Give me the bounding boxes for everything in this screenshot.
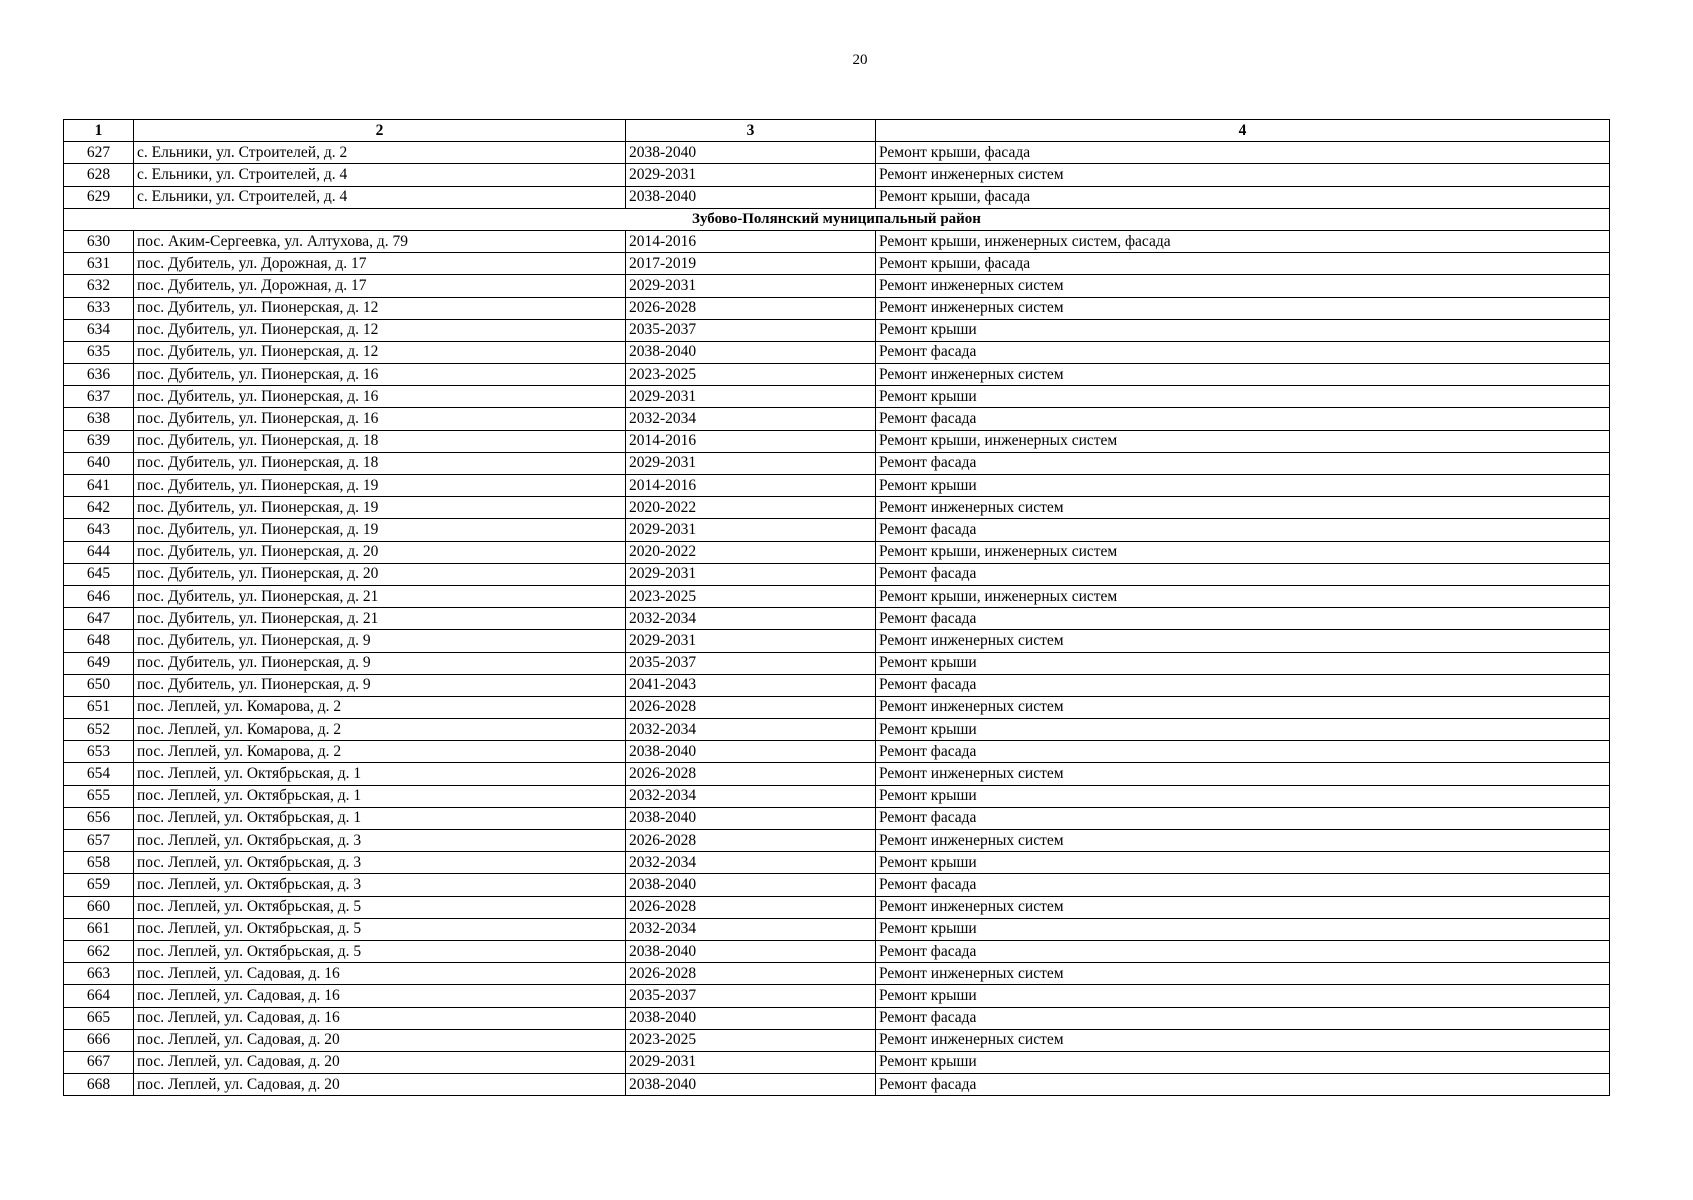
row-period: 2023-2025 <box>626 364 876 386</box>
row-period: 2038-2040 <box>626 341 876 363</box>
row-address: пос. Леплей, ул. Октябрьская, д. 3 <box>134 852 626 874</box>
row-work-type: Ремонт крыши <box>876 985 1610 1007</box>
table-row <box>64 142 1610 164</box>
row-address: пос. Леплей, ул. Комарова, д. 2 <box>134 741 626 763</box>
row-period: 2038-2040 <box>626 874 876 896</box>
row-number: 634 <box>64 319 134 341</box>
row-address: пос. Леплей, ул. Садовая, д. 16 <box>134 985 626 1007</box>
row-work-type: Ремонт фасада <box>876 940 1610 962</box>
row-period: 2017-2019 <box>626 253 876 275</box>
table-row <box>64 785 1610 807</box>
row-address: пос. Дубитель, ул. Пионерская, д. 21 <box>134 585 626 607</box>
row-number: 627 <box>64 142 134 164</box>
table-row <box>64 630 1610 652</box>
row-number: 658 <box>64 852 134 874</box>
table-row <box>64 608 1610 630</box>
row-number: 655 <box>64 785 134 807</box>
row-work-type: Ремонт крыши <box>876 719 1610 741</box>
row-period: 2035-2037 <box>626 652 876 674</box>
row-number: 660 <box>64 896 134 918</box>
row-address: с. Ельники, ул. Строителей, д. 4 <box>134 164 626 186</box>
row-work-type: Ремонт крыши <box>876 918 1610 940</box>
row-address: пос. Дубитель, ул. Пионерская, д. 19 <box>134 475 626 497</box>
row-work-type: Ремонт инженерных систем <box>876 830 1610 852</box>
table-row <box>64 1007 1610 1029</box>
table-row <box>64 852 1610 874</box>
row-work-type: Ремонт фасада <box>876 674 1610 696</box>
row-number: 665 <box>64 1007 134 1029</box>
section-header-row <box>64 208 1610 230</box>
row-period: 2032-2034 <box>626 719 876 741</box>
row-number: 643 <box>64 519 134 541</box>
row-number: 636 <box>64 364 134 386</box>
row-address: пос. Леплей, ул. Октябрьская, д. 3 <box>134 830 626 852</box>
row-period: 2020-2022 <box>626 497 876 519</box>
row-number: 666 <box>64 1029 134 1051</box>
row-number: 648 <box>64 630 134 652</box>
row-number: 668 <box>64 1074 134 1096</box>
table-row <box>64 830 1610 852</box>
table-row <box>64 164 1610 186</box>
table-row <box>64 497 1610 519</box>
row-work-type: Ремонт фасада <box>876 741 1610 763</box>
row-period: 2029-2031 <box>626 1051 876 1073</box>
table-row <box>64 963 1610 985</box>
table-row <box>64 1074 1610 1096</box>
row-number: 645 <box>64 563 134 585</box>
row-number: 653 <box>64 741 134 763</box>
row-period: 2035-2037 <box>626 985 876 1007</box>
table-row <box>64 696 1610 718</box>
row-address: пос. Леплей, ул. Комарова, д. 2 <box>134 696 626 718</box>
table-row <box>64 319 1610 341</box>
row-work-type: Ремонт фасада <box>876 807 1610 829</box>
row-address: пос. Дубитель, ул. Пионерская, д. 9 <box>134 652 626 674</box>
row-number: 662 <box>64 940 134 962</box>
table-body <box>64 120 1610 1096</box>
row-address: пос. Леплей, ул. Октябрьская, д. 1 <box>134 763 626 785</box>
column-number-4: 4 <box>876 120 1610 142</box>
row-work-type: Ремонт фасада <box>876 452 1610 474</box>
row-number: 640 <box>64 452 134 474</box>
row-address: пос. Дубитель, ул. Пионерская, д. 16 <box>134 386 626 408</box>
table-row <box>64 430 1610 452</box>
row-work-type: Ремонт крыши <box>876 1051 1610 1073</box>
table-row <box>64 674 1610 696</box>
row-address: пос. Дубитель, ул. Дорожная, д. 17 <box>134 253 626 275</box>
row-address: пос. Дубитель, ул. Пионерская, д. 16 <box>134 364 626 386</box>
row-number: 630 <box>64 230 134 252</box>
row-number: 644 <box>64 541 134 563</box>
table-row <box>64 874 1610 896</box>
table-row <box>64 475 1610 497</box>
row-work-type: Ремонт фасада <box>876 519 1610 541</box>
row-number: 632 <box>64 275 134 297</box>
table-row <box>64 719 1610 741</box>
row-work-type: Ремонт крыши, фасада <box>876 142 1610 164</box>
row-address: пос. Дубитель, ул. Пионерская, д. 9 <box>134 674 626 696</box>
row-period: 2029-2031 <box>626 386 876 408</box>
row-number: 631 <box>64 253 134 275</box>
row-number: 664 <box>64 985 134 1007</box>
row-work-type: Ремонт крыши <box>876 386 1610 408</box>
table-row <box>64 253 1610 275</box>
section-title: Зубово-Полянский муниципальный район <box>64 208 1610 230</box>
row-work-type: Ремонт фасада <box>876 563 1610 585</box>
table-row <box>64 940 1610 962</box>
table-row <box>64 364 1610 386</box>
page-number: 20 <box>852 52 868 68</box>
column-number-3: 3 <box>626 120 876 142</box>
row-number: 657 <box>64 830 134 852</box>
row-number: 651 <box>64 696 134 718</box>
row-address: пос. Дубитель, ул. Пионерская, д. 16 <box>134 408 626 430</box>
row-number: 629 <box>64 186 134 208</box>
row-work-type: Ремонт фасада <box>876 341 1610 363</box>
row-work-type: Ремонт крыши, инженерных систем <box>876 541 1610 563</box>
row-work-type: Ремонт фасада <box>876 1074 1610 1096</box>
row-address: пос. Леплей, ул. Садовая, д. 20 <box>134 1074 626 1096</box>
table-row <box>64 452 1610 474</box>
row-period: 2035-2037 <box>626 319 876 341</box>
row-number: 652 <box>64 719 134 741</box>
row-number: 656 <box>64 807 134 829</box>
column-number-1: 1 <box>64 120 134 142</box>
row-work-type: Ремонт крыши <box>876 319 1610 341</box>
row-period: 2014-2016 <box>626 230 876 252</box>
row-address: пос. Леплей, ул. Садовая, д. 20 <box>134 1051 626 1073</box>
row-address: пос. Дубитель, ул. Пионерская, д. 21 <box>134 608 626 630</box>
row-work-type: Ремонт фасада <box>876 608 1610 630</box>
row-address: пос. Дубитель, ул. Пионерская, д. 12 <box>134 319 626 341</box>
row-period: 2029-2031 <box>626 452 876 474</box>
table-row <box>64 563 1610 585</box>
row-period: 2038-2040 <box>626 741 876 763</box>
row-work-type: Ремонт крыши, инженерных систем <box>876 585 1610 607</box>
row-work-type: Ремонт инженерных систем <box>876 896 1610 918</box>
row-work-type: Ремонт инженерных систем <box>876 1029 1610 1051</box>
row-number: 641 <box>64 475 134 497</box>
row-period: 2026-2028 <box>626 763 876 785</box>
row-address: пос. Аким-Сергеевка, ул. Алтухова, д. 79 <box>134 230 626 252</box>
table-row <box>64 519 1610 541</box>
row-number: 659 <box>64 874 134 896</box>
row-period: 2020-2022 <box>626 541 876 563</box>
row-work-type: Ремонт крыши <box>876 852 1610 874</box>
table-row <box>64 341 1610 363</box>
row-period: 2023-2025 <box>626 1029 876 1051</box>
row-period: 2032-2034 <box>626 918 876 940</box>
row-period: 2038-2040 <box>626 1007 876 1029</box>
table-row <box>64 408 1610 430</box>
row-address: пос. Дубитель, ул. Дорожная, д. 17 <box>134 275 626 297</box>
row-period: 2032-2034 <box>626 608 876 630</box>
row-work-type: Ремонт крыши, фасада <box>876 186 1610 208</box>
row-number: 635 <box>64 341 134 363</box>
row-number: 628 <box>64 164 134 186</box>
row-address: пос. Дубитель, ул. Пионерская, д. 20 <box>134 563 626 585</box>
row-work-type: Ремонт инженерных систем <box>876 164 1610 186</box>
row-address: пос. Дубитель, ул. Пионерская, д. 18 <box>134 452 626 474</box>
row-period: 2026-2028 <box>626 963 876 985</box>
row-number: 633 <box>64 297 134 319</box>
table-row <box>64 918 1610 940</box>
row-address: с. Ельники, ул. Строителей, д. 4 <box>134 186 626 208</box>
table-row <box>64 1051 1610 1073</box>
row-number: 649 <box>64 652 134 674</box>
row-period: 2029-2031 <box>626 630 876 652</box>
row-period: 2038-2040 <box>626 1074 876 1096</box>
row-address: пос. Леплей, ул. Комарова, д. 2 <box>134 719 626 741</box>
row-number: 661 <box>64 918 134 940</box>
row-address: пос. Дубитель, ул. Пионерская, д. 9 <box>134 630 626 652</box>
table-row <box>64 230 1610 252</box>
row-period: 2032-2034 <box>626 408 876 430</box>
row-period: 2026-2028 <box>626 830 876 852</box>
row-period: 2029-2031 <box>626 275 876 297</box>
repair-schedule-table <box>63 119 1610 1096</box>
row-period: 2032-2034 <box>626 785 876 807</box>
row-work-type: Ремонт фасада <box>876 1007 1610 1029</box>
row-address: пос. Леплей, ул. Садовая, д. 20 <box>134 1029 626 1051</box>
row-period: 2038-2040 <box>626 807 876 829</box>
row-address: пос. Леплей, ул. Октябрьская, д. 5 <box>134 918 626 940</box>
row-number: 642 <box>64 497 134 519</box>
row-number: 667 <box>64 1051 134 1073</box>
column-number-row <box>64 120 1610 142</box>
row-address: пос. Леплей, ул. Октябрьская, д. 3 <box>134 874 626 896</box>
row-address: пос. Дубитель, ул. Пионерская, д. 12 <box>134 341 626 363</box>
row-period: 2023-2025 <box>626 585 876 607</box>
table-row <box>64 741 1610 763</box>
row-address: пос. Леплей, ул. Октябрьская, д. 1 <box>134 785 626 807</box>
table-row <box>64 763 1610 785</box>
row-period: 2029-2031 <box>626 519 876 541</box>
row-number: 638 <box>64 408 134 430</box>
row-period: 2032-2034 <box>626 852 876 874</box>
row-work-type: Ремонт инженерных систем <box>876 630 1610 652</box>
row-work-type: Ремонт крыши <box>876 652 1610 674</box>
row-period: 2029-2031 <box>626 164 876 186</box>
row-period: 2026-2028 <box>626 297 876 319</box>
row-period: 2038-2040 <box>626 186 876 208</box>
table-row <box>64 807 1610 829</box>
row-address: пос. Дубитель, ул. Пионерская, д. 12 <box>134 297 626 319</box>
row-work-type: Ремонт фасада <box>876 874 1610 896</box>
row-address: пос. Дубитель, ул. Пионерская, д. 19 <box>134 519 626 541</box>
row-number: 647 <box>64 608 134 630</box>
row-address: пос. Леплей, ул. Октябрьская, д. 5 <box>134 940 626 962</box>
row-work-type: Ремонт фасада <box>876 408 1610 430</box>
row-work-type: Ремонт крыши, инженерных систем, фасада <box>876 230 1610 252</box>
row-address: пос. Леплей, ул. Октябрьская, д. 1 <box>134 807 626 829</box>
row-address: пос. Дубитель, ул. Пионерская, д. 20 <box>134 541 626 563</box>
row-work-type: Ремонт крыши <box>876 475 1610 497</box>
row-period: 2041-2043 <box>626 674 876 696</box>
column-number-2: 2 <box>134 120 626 142</box>
row-work-type: Ремонт инженерных систем <box>876 696 1610 718</box>
row-work-type: Ремонт инженерных систем <box>876 297 1610 319</box>
table-row <box>64 541 1610 563</box>
table-row <box>64 275 1610 297</box>
row-number: 650 <box>64 674 134 696</box>
row-number: 639 <box>64 430 134 452</box>
row-work-type: Ремонт крыши, фасада <box>876 253 1610 275</box>
row-period: 2026-2028 <box>626 696 876 718</box>
row-work-type: Ремонт инженерных систем <box>876 275 1610 297</box>
row-number: 646 <box>64 585 134 607</box>
row-work-type: Ремонт крыши, инженерных систем <box>876 430 1610 452</box>
row-work-type: Ремонт инженерных систем <box>876 364 1610 386</box>
row-number: 654 <box>64 763 134 785</box>
table-row <box>64 1029 1610 1051</box>
row-period: 2014-2016 <box>626 430 876 452</box>
table-row <box>64 186 1610 208</box>
table-row <box>64 297 1610 319</box>
table-row <box>64 652 1610 674</box>
row-work-type: Ремонт инженерных систем <box>876 497 1610 519</box>
row-period: 2026-2028 <box>626 896 876 918</box>
row-work-type: Ремонт инженерных систем <box>876 763 1610 785</box>
row-address: пос. Леплей, ул. Октябрьская, д. 5 <box>134 896 626 918</box>
row-address: пос. Леплей, ул. Садовая, д. 16 <box>134 963 626 985</box>
row-number: 663 <box>64 963 134 985</box>
row-period: 2038-2040 <box>626 142 876 164</box>
table-row <box>64 386 1610 408</box>
table-row <box>64 896 1610 918</box>
row-address: с. Ельники, ул. Строителей, д. 2 <box>134 142 626 164</box>
row-period: 2014-2016 <box>626 475 876 497</box>
table-row <box>64 585 1610 607</box>
row-work-type: Ремонт инженерных систем <box>876 963 1610 985</box>
table-row <box>64 985 1610 1007</box>
row-period: 2038-2040 <box>626 940 876 962</box>
row-address: пос. Леплей, ул. Садовая, д. 16 <box>134 1007 626 1029</box>
row-period: 2029-2031 <box>626 563 876 585</box>
row-number: 637 <box>64 386 134 408</box>
row-address: пос. Дубитель, ул. Пионерская, д. 19 <box>134 497 626 519</box>
row-work-type: Ремонт крыши <box>876 785 1610 807</box>
row-address: пос. Дубитель, ул. Пионерская, д. 18 <box>134 430 626 452</box>
